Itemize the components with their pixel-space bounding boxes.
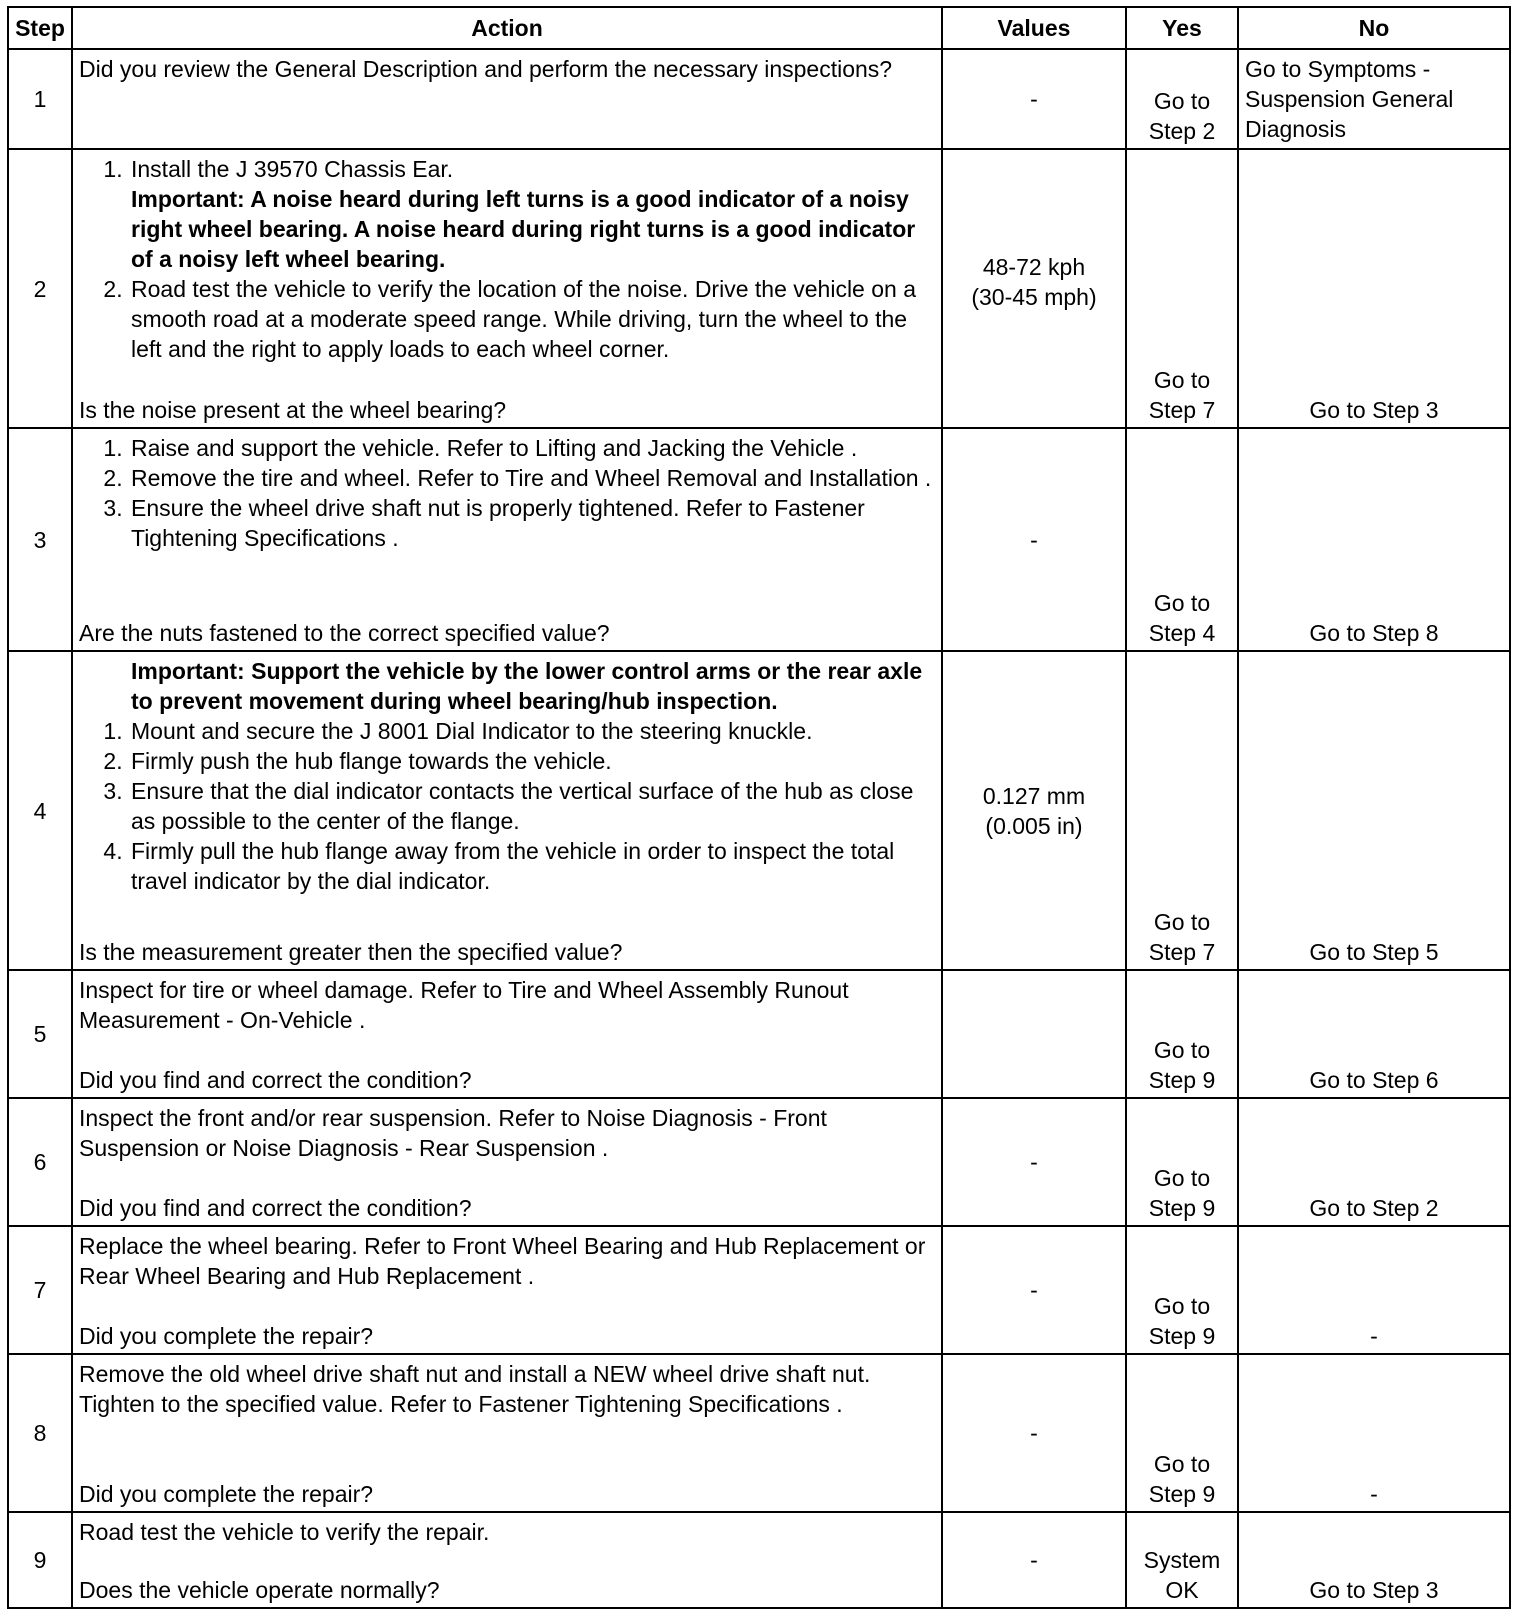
- action-step: 2. Remove the tire and wheel. Refer to Tire and Wheel Removal and Installation .: [129, 463, 935, 493]
- action-step: 2. Road test the vehicle to verify the location of the noise. Drive the vehicle on a smooth road at a moderate speed range. While driving, turn the wheel to the left and the right to apply loads to each wheel corner.: [129, 274, 935, 364]
- step-number: 2: [8, 149, 72, 428]
- step-number: 1: [8, 49, 72, 149]
- yes-cell: Go to Step 9: [1126, 1226, 1238, 1354]
- header-step: Step: [8, 7, 72, 49]
- table-row: [8, 970, 1510, 1098]
- no-cell: Go to Symptoms - Suspension General Diagnosis: [1238, 49, 1510, 149]
- table-row: [8, 1512, 1510, 1608]
- yes-cell: Go to Step 2: [1126, 49, 1238, 149]
- value-cell: [942, 970, 1126, 1098]
- header-yes: Yes: [1126, 7, 1238, 49]
- action-step: 3. Ensure the wheel drive shaft nut is properly tightened. Refer to Fastener Tightening Specifications .: [129, 493, 935, 553]
- step-number: 8: [8, 1354, 72, 1512]
- value-cell: -: [942, 428, 1126, 651]
- table-row: [8, 149, 1510, 428]
- action-text: Remove the old wheel drive shaft nut and install a NEW wheel drive shaft nut. Tighten to the specified value. Refer to Fastener Tightening Specifications .: [79, 1361, 871, 1417]
- value-cell: -: [942, 49, 1126, 149]
- header-no: No: [1238, 7, 1510, 49]
- value-cell: -: [942, 1512, 1126, 1608]
- important-note: Important: Support the vehicle by the lower control arms or the rear axle to prevent movement during wheel bearing/hub inspection.: [131, 658, 923, 714]
- action-text: Road test the vehicle to verify the repair.: [79, 1519, 490, 1545]
- action-question: Did you find and correct the condition?: [79, 1067, 472, 1093]
- header-values: Values: [942, 7, 1126, 49]
- no-cell: Go to Step 6: [1238, 970, 1510, 1098]
- yes-cell: Go to Step 7: [1126, 651, 1238, 970]
- action-text: Inspect the front and/or rear suspension. Refer to Noise Diagnosis - Front Suspension or Noise Diagnosis - Rear Suspension .: [79, 1105, 827, 1161]
- action-steps: [79, 433, 935, 553]
- action-text: Replace the wheel bearing. Refer to Front Wheel Bearing and Hub Replacement or Rear Wheel Bearing and Hub Replacement .: [79, 1233, 926, 1289]
- value-cell: -: [942, 1354, 1126, 1512]
- action-question: Did you complete the repair?: [79, 1481, 374, 1507]
- action-cell: [72, 149, 942, 428]
- step-number: 7: [8, 1226, 72, 1354]
- value-cell: -: [942, 1098, 1126, 1226]
- table-row: [8, 428, 1510, 651]
- header-action: Action: [72, 7, 942, 49]
- table-row: [8, 651, 1510, 970]
- action-step: 1. Install the J 39570 Chassis Ear. Important: A noise heard during left turns is a good indicator of a noisy right wheel bearing. A noise heard during right turns is a good indicator of a noisy left wheel bearing.: [129, 154, 935, 274]
- header-row: [8, 7, 1510, 49]
- action-text: Did you review the General Description and perform the necessary inspections?: [79, 56, 893, 82]
- action-step: 1. Raise and support the vehicle. Refer to Lifting and Jacking the Vehicle .: [129, 433, 935, 463]
- action-cell: [72, 1354, 942, 1512]
- no-cell: -: [1238, 1354, 1510, 1512]
- no-cell: Go to Step 8: [1238, 428, 1510, 651]
- yes-cell: Go to Step 9: [1126, 970, 1238, 1098]
- action-question: Are the nuts fastened to the correct specified value?: [79, 620, 610, 646]
- step-number: 6: [8, 1098, 72, 1226]
- action-question: Did you find and correct the condition?: [79, 1195, 472, 1221]
- no-cell: Go to Step 5: [1238, 651, 1510, 970]
- action-question: Did you complete the repair?: [79, 1323, 374, 1349]
- action-cell: [72, 1226, 942, 1354]
- no-cell: Go to Step 3: [1238, 149, 1510, 428]
- action-step: 2. Firmly push the hub flange towards the vehicle.: [129, 746, 935, 776]
- table-row: [8, 49, 1510, 149]
- no-cell: Go to Step 2: [1238, 1098, 1510, 1226]
- action-step: 4. Firmly pull the hub flange away from the vehicle in order to inspect the total travel indicator by the dial indicator.: [129, 836, 935, 896]
- table-row: [8, 1098, 1510, 1226]
- yes-cell: Go to Step 9: [1126, 1354, 1238, 1512]
- action-question: Does the vehicle operate normally?: [79, 1577, 440, 1603]
- action-question: Is the measurement greater then the specified value?: [79, 939, 623, 965]
- value-cell: 0.127 mm (0.005 in): [942, 651, 1126, 970]
- table-row: [8, 1354, 1510, 1512]
- table-row: [8, 1226, 1510, 1354]
- action-step: 1. Mount and secure the J 8001 Dial Indicator to the steering knuckle.: [129, 716, 935, 746]
- no-cell: -: [1238, 1226, 1510, 1354]
- action-cell: [72, 1098, 942, 1226]
- diagnostic-table: [7, 6, 1511, 1609]
- action-step: 3. Ensure that the dial indicator contacts the vertical surface of the hub as close as possible to the center of the flange.: [129, 776, 935, 836]
- action-cell: [72, 428, 942, 651]
- important-note: Important: A noise heard during left turns is a good indicator of a noisy right wheel bearing. A noise heard during right turns is a good indicator of a noisy left wheel bearing.: [131, 186, 916, 272]
- step-number: 9: [8, 1512, 72, 1608]
- action-steps: [79, 716, 935, 896]
- action-cell: [72, 1512, 942, 1608]
- action-question: Is the noise present at the wheel bearing?: [79, 397, 507, 423]
- yes-cell: Go to Step 4: [1126, 428, 1238, 651]
- step-number: 3: [8, 428, 72, 651]
- action-text: Inspect for tire or wheel damage. Refer to Tire and Wheel Assembly Runout Measurement - On-Vehicle .: [79, 977, 849, 1033]
- yes-cell: Go to Step 7: [1126, 149, 1238, 428]
- action-cell: [72, 651, 942, 970]
- value-cell: 48-72 kph (30-45 mph): [942, 149, 1126, 428]
- yes-cell: System OK: [1126, 1512, 1238, 1608]
- value-cell: -: [942, 1226, 1126, 1354]
- step-number: 5: [8, 970, 72, 1098]
- yes-cell: Go to Step 9: [1126, 1098, 1238, 1226]
- action-cell: [72, 970, 942, 1098]
- action-cell: [72, 49, 942, 149]
- no-cell: Go to Step 3: [1238, 1512, 1510, 1608]
- step-number: 4: [8, 651, 72, 970]
- action-steps: [79, 154, 935, 364]
